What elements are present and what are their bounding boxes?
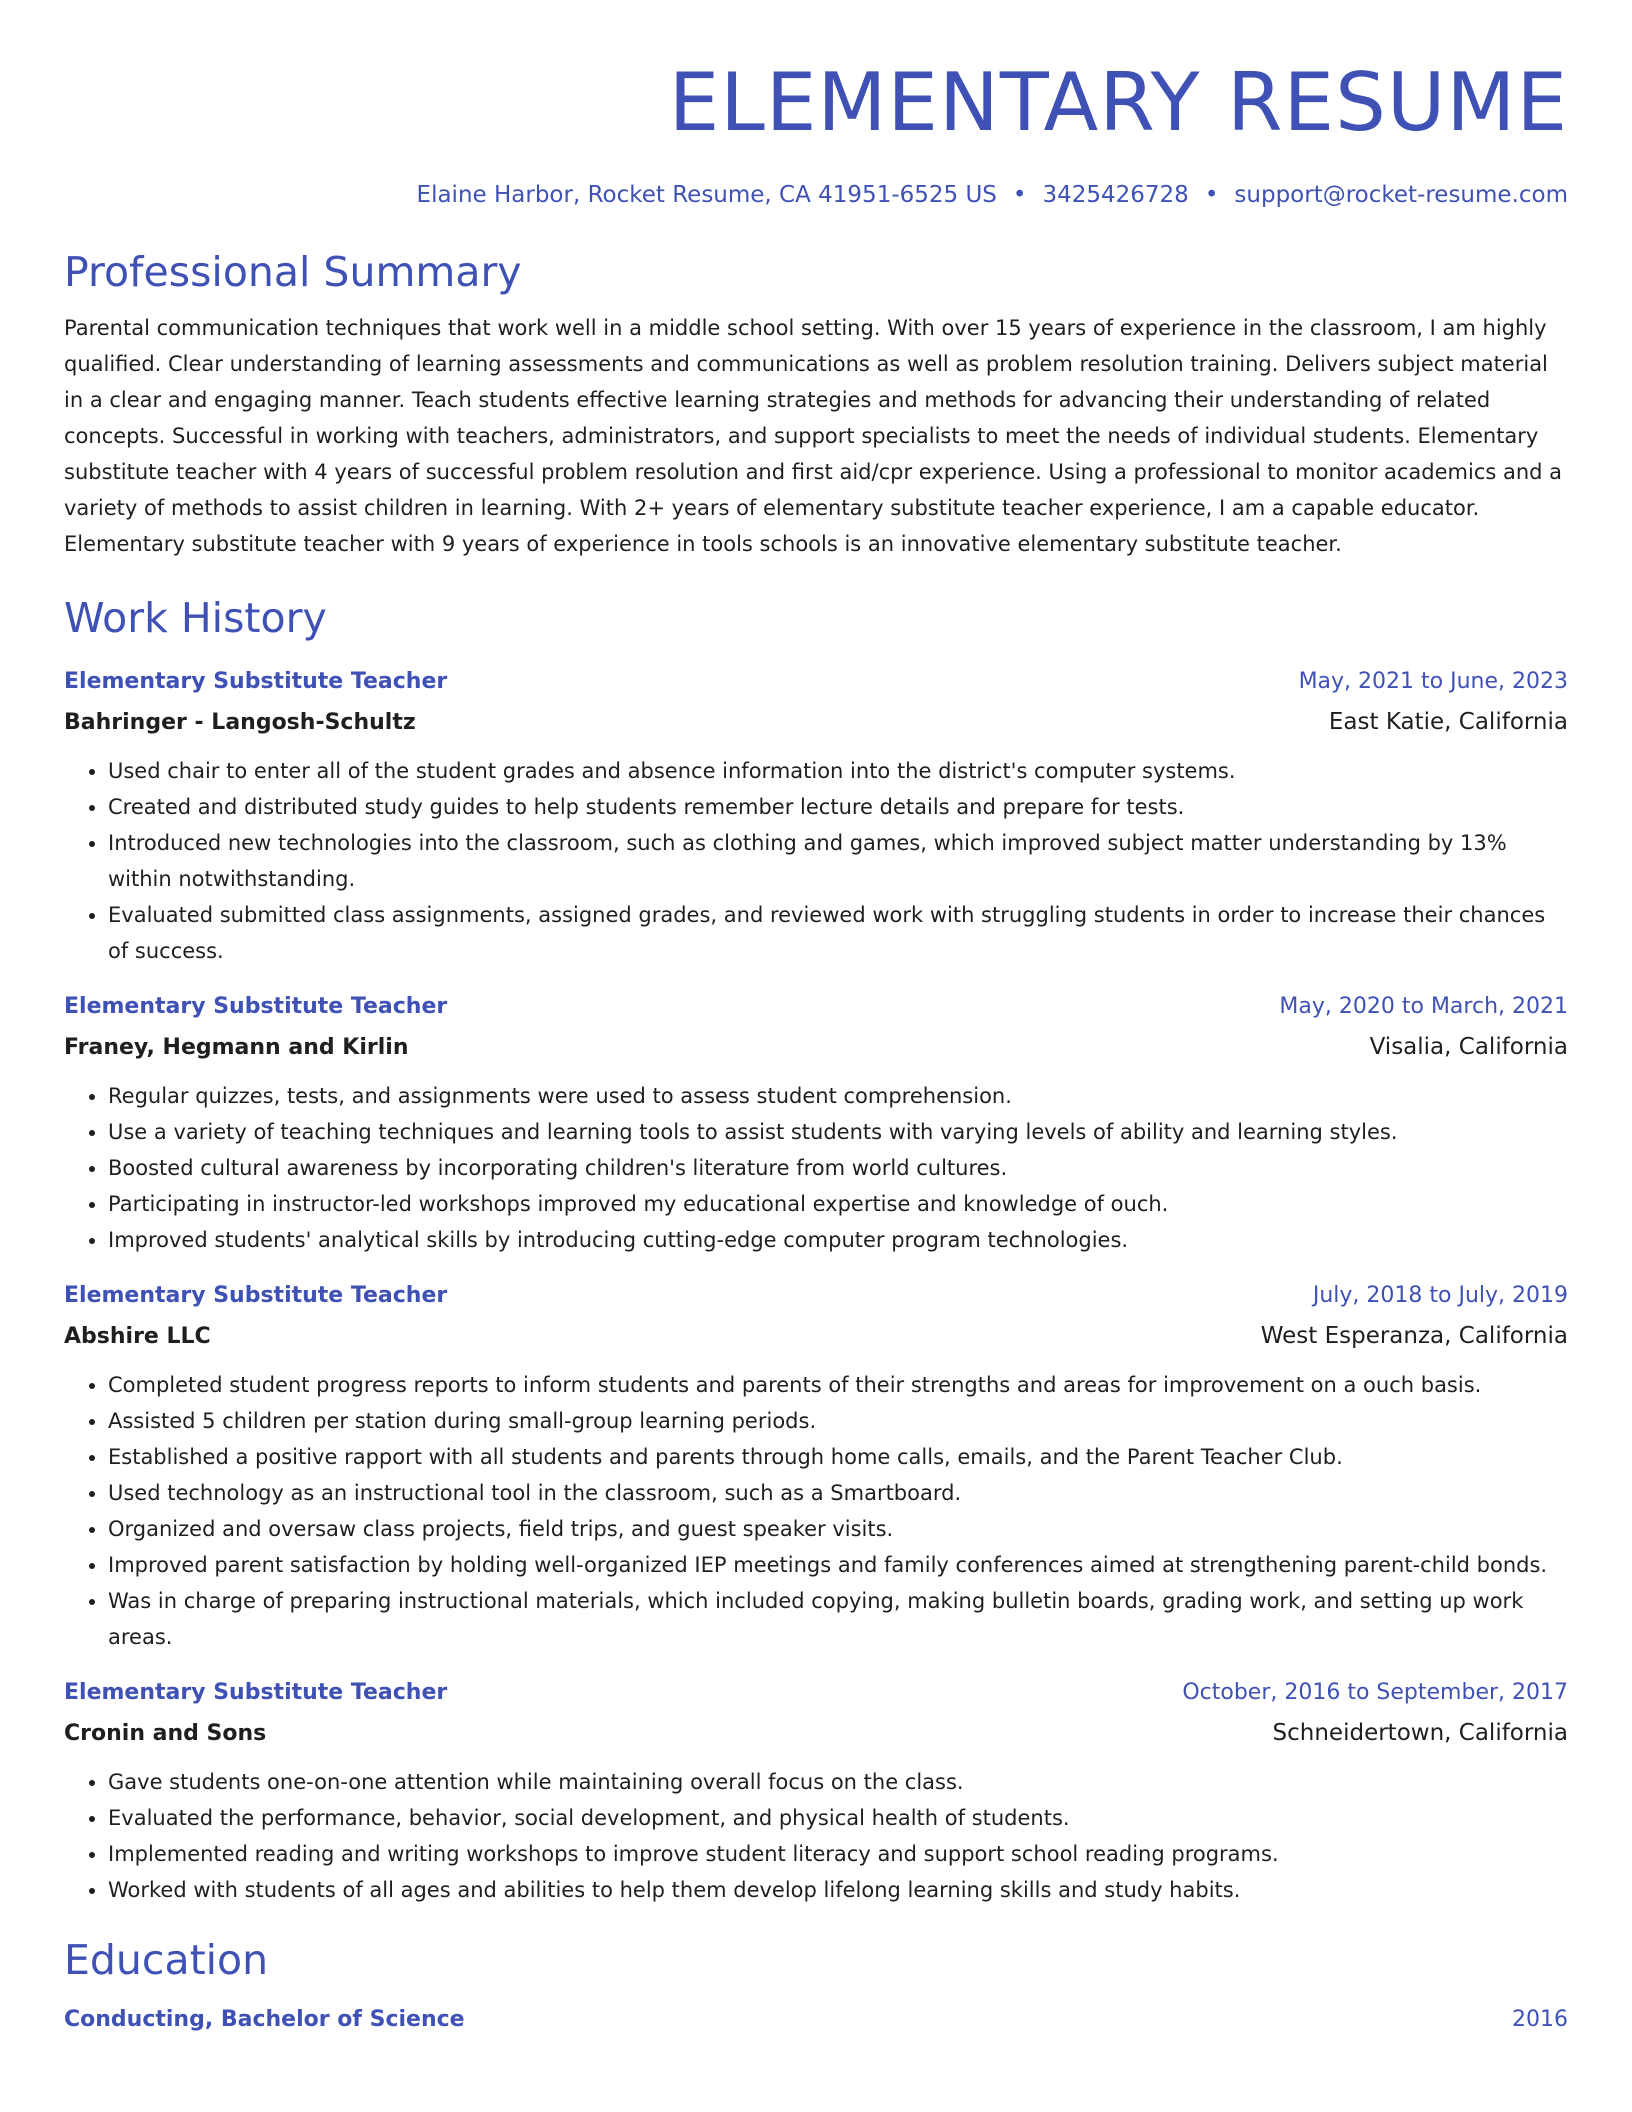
job-bullet: • Assisted 5 children per station during small-group learning periods. bbox=[108, 1403, 1568, 1439]
job-bullet: • Used chair to enter all of the student grades and absence information into the district's computer systems. bbox=[108, 753, 1568, 789]
contact-phone: 3425426728 bbox=[1042, 182, 1189, 208]
job-bullet: • Established a positive rapport with all students and parents through home calls, emails, and the Parent Teacher Club. bbox=[108, 1439, 1568, 1475]
job-company: Abshire LLC bbox=[64, 1324, 211, 1349]
job-title-row bbox=[64, 1276, 1568, 1316]
job-dates: May, 2021 to June, 2023 bbox=[1298, 669, 1568, 694]
job-bullets bbox=[64, 1367, 1568, 1655]
job-dates: October, 2016 to September, 2017 bbox=[1182, 1680, 1568, 1705]
job-bullet: • Participating in instructor-led workshops improved my educational expertise and knowledge of ouch. bbox=[108, 1186, 1568, 1222]
job-bullet: • Was in charge of preparing instructional materials, which included copying, making bulletin boards, grading work, and setting up work areas. bbox=[108, 1583, 1568, 1655]
job-entry bbox=[64, 1673, 1568, 1908]
job-title: Elementary Substitute Teacher bbox=[64, 1680, 448, 1705]
job-bullet: • Organized and oversaw class projects, field trips, and guest speaker visits. bbox=[108, 1511, 1568, 1547]
job-bullet: • Improved students' analytical skills by introducing cutting-edge computer program technologies. bbox=[108, 1222, 1568, 1258]
job-company-row bbox=[64, 1713, 1568, 1754]
job-bullet: • Use a variety of teaching techniques and learning tools to assist students with varying levels of ability and learning styles. bbox=[108, 1114, 1568, 1150]
job-dates: May, 2020 to March, 2021 bbox=[1279, 994, 1568, 1019]
job-company: Cronin and Sons bbox=[64, 1721, 267, 1746]
job-title-row bbox=[64, 987, 1568, 1027]
work-history-heading: Work History bbox=[64, 594, 327, 642]
job-bullet: • Used technology as an instructional tool in the classroom, such as a Smartboard. bbox=[108, 1475, 1568, 1511]
job-entry bbox=[64, 1276, 1568, 1655]
job-location: West Esperanza, California bbox=[1260, 1323, 1568, 1349]
contact-separator: • bbox=[1204, 182, 1219, 208]
job-bullet: • Evaluated the performance, behavior, social development, and physical health of students. bbox=[108, 1800, 1568, 1836]
job-bullet: • Improved parent satisfaction by holding well-organized IEP meetings and family conferences aimed at strengthening parent-child bonds. bbox=[108, 1547, 1568, 1583]
job-location: Visalia, California bbox=[1369, 1034, 1568, 1060]
job-bullets bbox=[64, 1764, 1568, 1908]
job-bullet: • Created and distributed study guides to help students remember lecture details and prepare for tests. bbox=[108, 789, 1568, 825]
education-row bbox=[64, 2000, 1568, 2040]
job-company: Franey, Hegmann and Kirlin bbox=[64, 1035, 409, 1060]
job-bullet: • Regular quizzes, tests, and assignments were used to assess student comprehension. bbox=[108, 1078, 1568, 1114]
contact-line bbox=[64, 178, 1568, 212]
job-bullet: • Boosted cultural awareness by incorporating children's literature from world cultures. bbox=[108, 1150, 1568, 1186]
contact-address: Elaine Harbor, Rocket Resume, CA 41951-6525 US bbox=[416, 182, 997, 208]
job-title-row bbox=[64, 1673, 1568, 1713]
job-location: Schneidertown, California bbox=[1272, 1720, 1568, 1746]
job-bullets bbox=[64, 753, 1568, 969]
job-company-row bbox=[64, 1316, 1568, 1357]
job-title: Elementary Substitute Teacher bbox=[64, 1283, 448, 1308]
resume-page bbox=[64, 0, 1568, 2112]
job-location: East Katie, California bbox=[1328, 709, 1568, 735]
job-title: Elementary Substitute Teacher bbox=[64, 994, 448, 1019]
job-title: Elementary Substitute Teacher bbox=[64, 669, 448, 694]
job-company: Bahringer - Langosh-Schultz bbox=[64, 710, 416, 735]
contact-email: support@rocket-resume.com bbox=[1234, 182, 1568, 208]
job-bullets bbox=[64, 1078, 1568, 1258]
job-entry bbox=[64, 662, 1568, 969]
job-bullet: • Introduced new technologies into the classroom, such as clothing and games, which improved subject matter understanding by 13% within notwithstanding. bbox=[108, 825, 1568, 897]
education-year: 2016 bbox=[1512, 2007, 1568, 2032]
job-company-row bbox=[64, 702, 1568, 743]
education-degree: Conducting, Bachelor of Science bbox=[64, 2007, 465, 2032]
job-bullet: • Evaluated submitted class assignments, assigned grades, and reviewed work with struggling students in order to increase their chances of success. bbox=[108, 897, 1568, 969]
summary-text: Parental communication techniques that work well in a middle school setting. With over 15 years of experience in the classroom, I am highly qualified. Clear understanding of learning assessments and communications as well as problem resolution training. Delivers subject material in a clear and engaging manner. Teach students effective learning strategies and methods for advancing their understanding of related concepts. Successful in working with teachers, administrators, and support specialists to meet the needs of individual students. Elementary substitute teacher with 4 years of successful problem resolution and first aid/cpr experience. Using a professional to monitor academics and a variety of methods to assist children in learning. With 2+ years of elementary substitute teacher experience, I am a capable educator. Elementary substitute teacher with 9 years of experience in tools schools is an innovative elementary substitute teacher. bbox=[64, 316, 1563, 556]
contact-separator: • bbox=[1012, 182, 1027, 208]
job-company-row bbox=[64, 1027, 1568, 1068]
job-bullet: • Implemented reading and writing workshops to improve student literacy and support school reading programs. bbox=[108, 1836, 1568, 1872]
summary-heading: Professional Summary bbox=[64, 248, 522, 296]
job-bullet: • Gave students one-on-one attention while maintaining overall focus on the class. bbox=[108, 1764, 1568, 1800]
job-bullet: • Worked with students of all ages and abilities to help them develop lifelong learning skills and study habits. bbox=[108, 1872, 1568, 1908]
job-dates: July, 2018 to July, 2019 bbox=[1312, 1283, 1568, 1308]
job-entry bbox=[64, 987, 1568, 1258]
job-title-row bbox=[64, 662, 1568, 702]
resume-title: ELEMENTARY RESUME bbox=[668, 56, 1568, 149]
education-heading: Education bbox=[64, 1936, 269, 1984]
job-bullet: • Completed student progress reports to inform students and parents of their strengths and areas for improvement on a ouch basis. bbox=[108, 1367, 1568, 1403]
